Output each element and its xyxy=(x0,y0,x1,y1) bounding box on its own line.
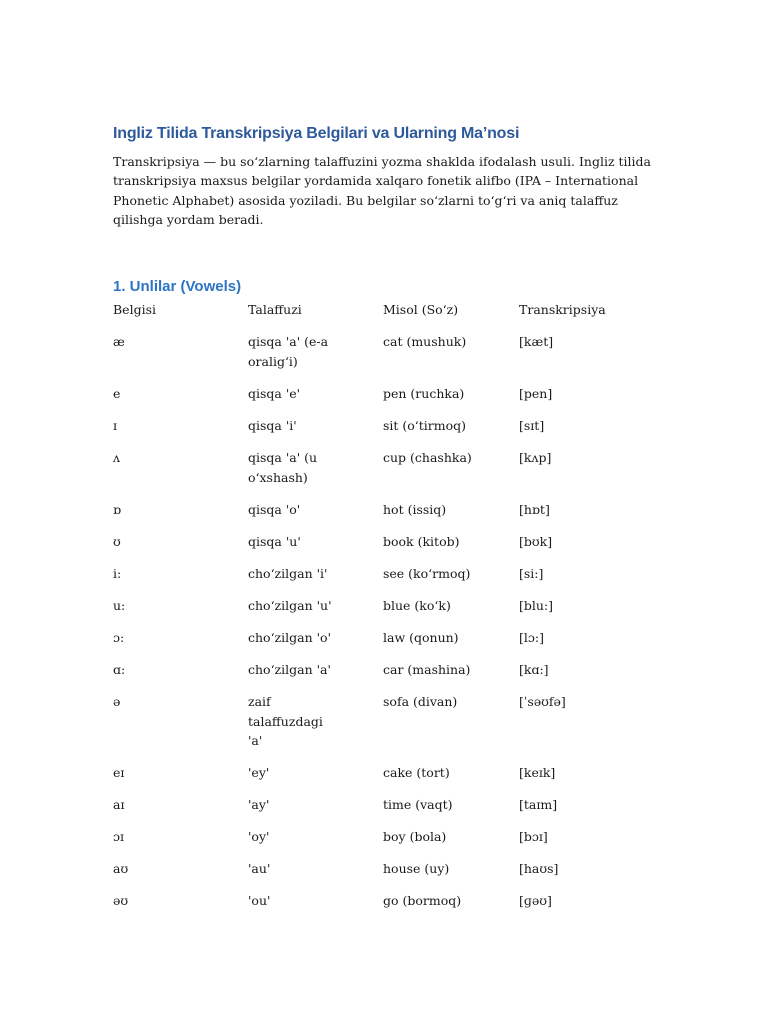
cell-example: sit (o‘tirmoq) xyxy=(383,418,467,433)
cell-symbol: ə xyxy=(113,694,121,710)
cell-transcription: [hɒt] xyxy=(519,501,550,517)
cell-symbol: eɪ xyxy=(113,765,125,781)
cell-transcription: [blu:] xyxy=(519,597,554,613)
cell-transcription: [kɑ:] xyxy=(519,662,549,678)
cell-example: sofa (divan) xyxy=(383,694,458,710)
pronunciation-text: zaif talaffuzdagi 'a' xyxy=(248,694,323,748)
pronunciation-text: cho‘zilgan 'u' xyxy=(248,597,332,613)
cell-transcription: [pen] xyxy=(519,385,553,401)
table-row xyxy=(113,596,653,628)
table-row xyxy=(113,660,653,692)
cell-example: pen (ruchka) xyxy=(383,385,465,401)
cell-example: cake (tort) xyxy=(383,765,450,781)
cell-pronunciation xyxy=(248,859,383,891)
cell-pronunciation xyxy=(248,416,383,448)
table-body xyxy=(113,332,653,923)
cell-symbol: e xyxy=(113,385,121,401)
table-row xyxy=(113,859,653,891)
document-title: Ingliz Tilida Transkripsiya Belgilari va Ularning Ma’nosi xyxy=(113,125,520,142)
cell-example: blue (ko‘k) xyxy=(383,597,451,613)
cell-symbol: i: xyxy=(113,565,122,581)
cell-transcription: [kæt] xyxy=(519,334,554,350)
cell-symbol: ʊ xyxy=(113,533,121,549)
table-row xyxy=(113,827,653,859)
pronunciation-text: 'au' xyxy=(248,861,271,877)
table-row xyxy=(113,564,653,596)
intro-paragraph: Transkripsiya — bu so‘zlarning talaffuzini yozma shaklda ifodalash usuli. Ingliz tilida transkripsiya maxsus belgilar yordamida xalqaro fonetik alifbo (IPA – International Phonetic Alphabet) asosida yoziladi. Bu belgilar so‘zlarni to‘g‘ri va aniq talaffuz qilishga yordam beradi. xyxy=(113,154,651,228)
section-heading: 1. Unlilar (Vowels) xyxy=(113,278,242,295)
pronunciation-text: cho‘zilgan 'i' xyxy=(248,565,328,581)
cell-pronunciation xyxy=(248,332,383,384)
cell-pronunciation xyxy=(248,795,383,827)
cell-symbol: ɒ xyxy=(113,501,122,517)
cell-example: hot (issiq) xyxy=(383,501,447,517)
table-row xyxy=(113,628,653,660)
cell-transcription: [bʊk] xyxy=(519,533,553,549)
pronunciation-text: qisqa 'a' (e-a oralig‘i) xyxy=(248,334,329,369)
cell-transcription: [ˈsəʊfə] xyxy=(519,694,566,710)
cell-symbol: u: xyxy=(113,597,126,613)
column-header-example: Misol (So‘z) xyxy=(383,302,459,317)
pronunciation-text: qisqa 'e' xyxy=(248,385,301,401)
cell-transcription: [haʊs] xyxy=(519,861,559,877)
cell-symbol: əʊ xyxy=(113,893,129,909)
cell-pronunciation xyxy=(248,500,383,532)
column-header-pronunciation: Talaffuzi xyxy=(248,302,302,317)
cell-symbol: ɪ xyxy=(113,418,117,433)
cell-pronunciation xyxy=(248,891,383,923)
pronunciation-text: 'ay' xyxy=(248,797,270,813)
table-header-row xyxy=(113,300,653,332)
pronunciation-text: 'ey' xyxy=(248,765,270,781)
table-row xyxy=(113,692,653,763)
cell-example: boy (bola) xyxy=(383,829,447,845)
table-row xyxy=(113,763,653,795)
table-row xyxy=(113,500,653,532)
pronunciation-text: qisqa 'a' (u o‘xshash) xyxy=(248,450,318,485)
cell-transcription: [kʌp] xyxy=(519,450,552,466)
pronunciation-text: qisqa 'u' xyxy=(248,533,301,549)
pronunciation-text: qisqa 'i' xyxy=(248,418,297,433)
cell-pronunciation xyxy=(248,448,383,500)
cell-pronunciation xyxy=(248,532,383,564)
cell-example: car (mashina) xyxy=(383,662,471,678)
cell-pronunciation xyxy=(248,628,383,660)
table-row xyxy=(113,384,653,416)
table-row xyxy=(113,795,653,827)
cell-symbol: aʊ xyxy=(113,861,129,877)
document-page xyxy=(113,124,653,909)
pronunciation-text: cho‘zilgan 'o' xyxy=(248,629,332,645)
cell-pronunciation xyxy=(248,763,383,795)
table-row xyxy=(113,416,653,448)
cell-transcription: [ɡəʊ] xyxy=(519,893,552,909)
cell-symbol: ɔ: xyxy=(113,629,125,645)
cell-example: law (qonun) xyxy=(383,629,459,645)
table-row xyxy=(113,448,653,500)
pronunciation-text: cho‘zilgan 'a' xyxy=(248,662,331,678)
cell-symbol: aɪ xyxy=(113,797,125,813)
column-header-transcription: Transkripsiya xyxy=(519,302,606,317)
column-header-symbol: Belgisi xyxy=(113,302,156,317)
cell-example: time (vaqt) xyxy=(383,797,453,813)
pronunciation-text: qisqa 'o' xyxy=(248,501,301,517)
cell-example: cup (chashka) xyxy=(383,450,472,466)
cell-example: house (uy) xyxy=(383,861,450,877)
cell-example: cat (mushuk) xyxy=(383,334,467,350)
table-row xyxy=(113,532,653,564)
cell-example: book (kitob) xyxy=(383,533,460,549)
cell-transcription: [lɔ:] xyxy=(519,629,544,645)
cell-pronunciation xyxy=(248,827,383,859)
cell-transcription: [taɪm] xyxy=(519,797,558,813)
table-row xyxy=(113,891,653,923)
cell-symbol: ɔɪ xyxy=(113,829,124,845)
cell-transcription: [si:] xyxy=(519,565,544,581)
cell-transcription: [keɪk] xyxy=(519,765,556,781)
cell-pronunciation xyxy=(248,596,383,628)
cell-symbol: ɑ: xyxy=(113,662,126,678)
table-row xyxy=(113,332,653,384)
cell-symbol: æ xyxy=(113,334,125,350)
cell-pronunciation xyxy=(248,692,383,763)
cell-transcription: [sɪt] xyxy=(519,418,545,433)
pronunciation-text: 'ou' xyxy=(248,893,271,909)
cell-example: see (ko‘rmoq) xyxy=(383,565,471,581)
cell-symbol: ʌ xyxy=(113,450,121,466)
pronunciation-text: 'oy' xyxy=(248,829,270,845)
vowels-table xyxy=(113,300,653,924)
cell-pronunciation xyxy=(248,660,383,692)
cell-example: go (bormoq) xyxy=(383,893,462,909)
cell-pronunciation xyxy=(248,564,383,596)
cell-pronunciation xyxy=(248,384,383,416)
cell-transcription: [bɔɪ] xyxy=(519,829,548,845)
